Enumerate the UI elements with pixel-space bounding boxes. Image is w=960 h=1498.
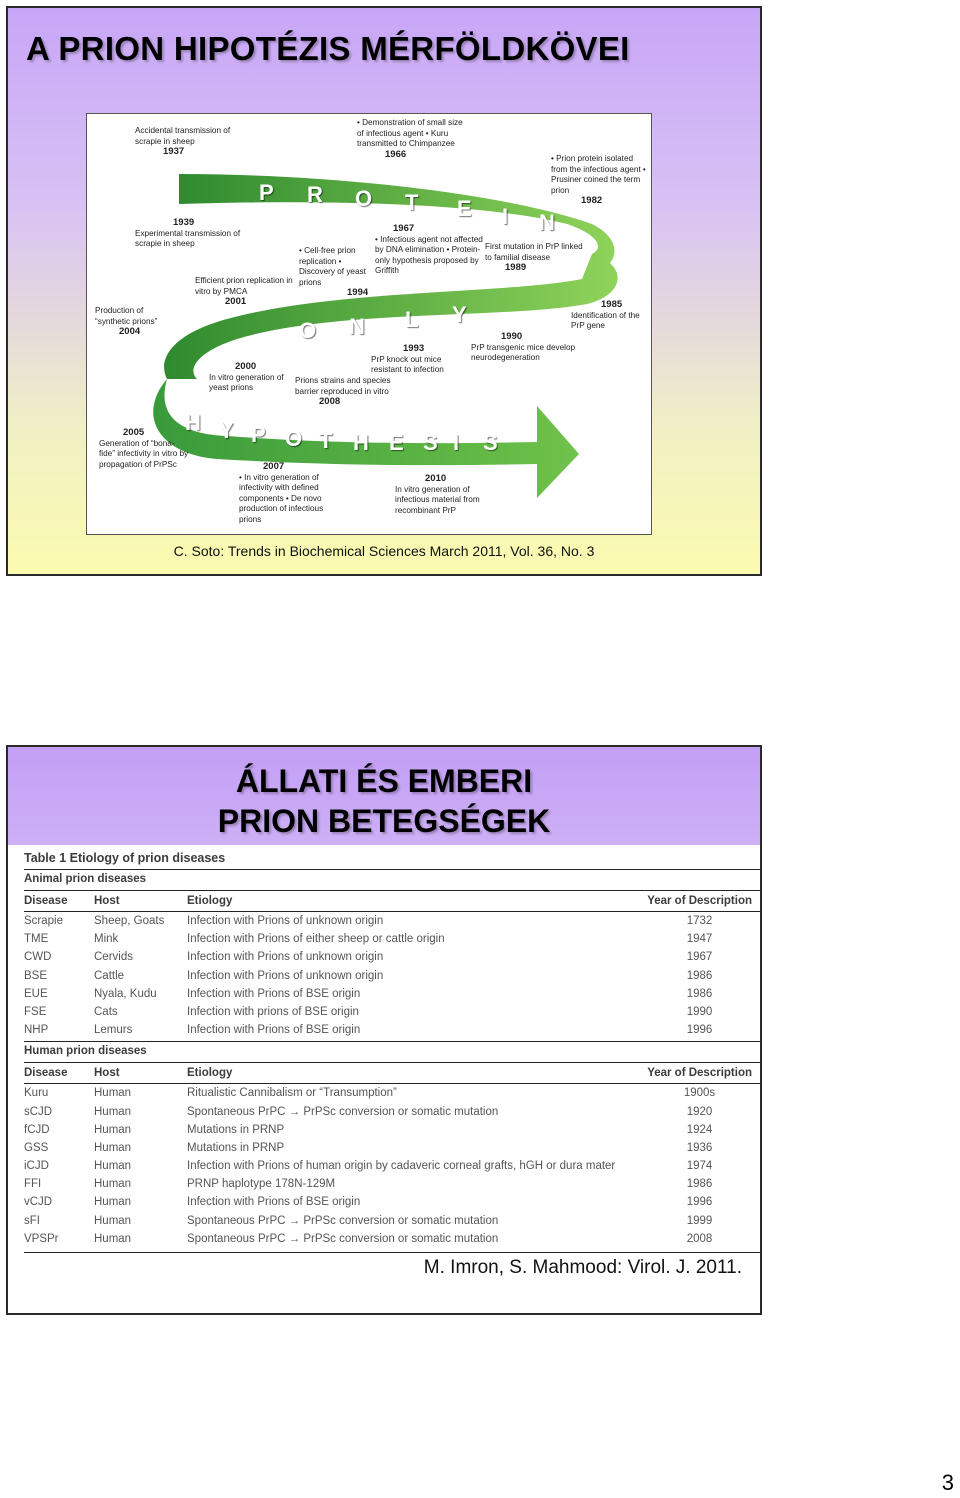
table-cell: Nyala, Kudu	[94, 987, 157, 1000]
table-cell: Human	[94, 1160, 132, 1173]
table-row	[24, 1021, 762, 1039]
table-cell: Spontaneous PrPC → PrPSc conversion or somatic mutation	[187, 1214, 499, 1227]
table-cell: Human	[94, 1178, 132, 1191]
table-cell: Human	[94, 1214, 132, 1227]
table-cell: Kuru	[24, 1087, 49, 1100]
table-cell: Cats	[94, 1005, 118, 1018]
band-letter: L	[405, 307, 419, 332]
table-cell: Mink	[94, 933, 119, 946]
table-cell: Infection with Prions of BSE origin	[187, 1196, 361, 1209]
table-cell: Infection with Prions of unknown origin	[187, 951, 384, 964]
table-row	[24, 912, 762, 930]
milestone-annotation: • Cell-free prion replication • Discovery of yeast prions 1994	[299, 246, 369, 299]
table-cell: Human	[94, 1123, 132, 1136]
slide-title: A PRION HIPOTÉZIS MÉRFÖLDKÖVEI	[26, 30, 630, 67]
slide-title: ÁLLATI ÉS EMBERI PRION BETEGSÉGEK	[217, 763, 551, 839]
table-cell: Mutations in PRNP	[187, 1141, 285, 1154]
section-label-human: Human prion diseases	[24, 1041, 762, 1060]
table-cell: FFI	[24, 1178, 42, 1191]
milestone-annotation: Production of “synthetic prions” 2004	[95, 306, 158, 338]
table-row	[24, 1103, 762, 1121]
table-cell: Cattle	[94, 969, 125, 982]
table-cell: VPSPr	[24, 1232, 59, 1245]
table-row	[24, 1212, 762, 1230]
table-cell: 1936	[686, 1141, 713, 1154]
milestone-annotation: 1993 PrP knock out mice resistant to infection	[371, 343, 444, 375]
table-cell: Scrapie	[24, 915, 63, 927]
table-cell: Spontaneous PrPC → PrPSc conversion or somatic mutation	[187, 1105, 499, 1118]
table-cell: Infection with Prions of BSE origin	[187, 1024, 361, 1037]
milestone-annotation: 2007 • In vitro generation of infectivity with defined components • De novo production of infectious prions	[239, 461, 324, 524]
slide-milestones	[6, 6, 762, 576]
milestone-annotation: Efficient prion replication in vitro by PMCA 2001	[195, 276, 293, 308]
band-letter: P	[259, 180, 274, 205]
band-letter: R	[307, 182, 323, 207]
table-cell: 1947	[686, 933, 713, 946]
milestone-annotation: • Demonstration of small size of infectious agent • Kuru transmitted to Chimpanzee 1966	[357, 118, 463, 160]
band-letter: O	[285, 426, 303, 451]
table-cell: Human	[94, 1232, 132, 1245]
slide-title-band	[8, 747, 760, 845]
table-cell: 1967	[686, 951, 713, 964]
table-cell: 1732	[686, 915, 713, 927]
band-letter: H	[185, 410, 201, 435]
band-letter: O	[355, 186, 373, 211]
band-letter: S	[423, 430, 438, 455]
table-cell: sFI	[24, 1214, 40, 1227]
table-cell: 1920	[686, 1105, 713, 1118]
section-label-animal: Animal prion diseases	[24, 869, 762, 888]
milestone-annotation: 2000 In vitro generation of yeast prions	[209, 361, 284, 393]
table-row	[24, 1084, 762, 1102]
table-cell: TME	[24, 933, 49, 946]
table-cell: sCJD	[24, 1105, 53, 1118]
milestone-annotation: 1939 Experimental transmission of scrapie in sheep	[135, 217, 241, 249]
table-cell: Infection with Prions of unknown origin	[187, 915, 384, 927]
band-letter: N	[539, 210, 555, 235]
table-cell: Infection with Prions of either sheep or cattle origin	[187, 933, 445, 946]
table-row	[24, 1175, 762, 1193]
band-letter: T	[405, 190, 419, 215]
milestone-annotation: 2005 Generation of “bona-fide” infectivity in vitro by propagation of PrPSc	[99, 427, 189, 469]
table-cell: 1986	[686, 987, 713, 1000]
milestone-annotation: Accidental transmission of scrapie in sheep 1937	[135, 126, 231, 158]
milestone-annotation: 2010 In vitro generation of infectious material from recombinant PrP	[395, 473, 480, 515]
table-row	[24, 1121, 762, 1139]
band-letter: E	[389, 430, 404, 455]
band-letter: N	[349, 314, 365, 339]
milestone-annotation: • Prion protein isolated from the infectious agent • Prusiner coined the term prion 1982	[551, 154, 646, 207]
table-cell: EUE	[24, 987, 48, 1000]
band-letter: H	[353, 430, 369, 455]
table-cell: Human	[94, 1105, 132, 1118]
table-cell: 1996	[686, 1196, 713, 1209]
milestone-annotation: Prions strains and species barrier reproduced in vitro 2008	[295, 376, 391, 408]
table-header: Disease Host Etiology Year of Description	[24, 890, 762, 912]
band-letter: T	[319, 428, 333, 453]
table-row	[24, 948, 762, 966]
table-cell: vCJD	[24, 1196, 53, 1209]
table-cell: GSS	[24, 1141, 49, 1154]
table-cell: 1924	[686, 1123, 713, 1136]
table-cell: Infection with Prions of human origin by cadaveric corneal grafts, hGH or dura mater	[187, 1160, 616, 1173]
table-cell: 1974	[686, 1160, 713, 1173]
page-number: 3	[941, 1470, 954, 1495]
table-cell: Spontaneous PrPC → PrPSc conversion or somatic mutation	[187, 1232, 499, 1245]
table-row	[24, 1230, 762, 1248]
table-row	[24, 930, 762, 948]
table-header: Disease Host Etiology Year of Description	[24, 1062, 762, 1084]
table-cell: Human	[94, 1196, 132, 1209]
table-cell: Human	[94, 1087, 132, 1100]
table-row	[24, 1157, 762, 1175]
milestone-annotation: First mutation in PrP linked to familial disease 1989	[485, 242, 583, 274]
figure-citation: C. Soto: Trends in Biochemical Sciences March 2011, Vol. 36, No. 3	[173, 543, 595, 559]
band-letter: I	[502, 204, 509, 229]
band-letter: E	[457, 196, 472, 221]
table-cell: fCJD	[24, 1123, 50, 1136]
table-row	[24, 1193, 762, 1211]
table-cell: Lemurs	[94, 1024, 133, 1037]
table-row	[24, 985, 762, 1003]
table-cell: Infection with Prions of unknown origin	[187, 969, 384, 982]
table-cell: BSE	[24, 969, 48, 982]
table-cell: NHP	[24, 1024, 49, 1037]
table-citation: M. Imron, S. Mahmood: Virol. J. 2011.	[423, 1257, 742, 1278]
table-cell: Infection with Prions of BSE origin	[187, 987, 361, 1000]
band-letter: S	[483, 430, 498, 455]
table-cell: 2008	[686, 1232, 713, 1245]
table-cell: 1990	[686, 1005, 713, 1018]
table-cell: iCJD	[24, 1160, 49, 1173]
slide-prion-diseases	[6, 745, 762, 1315]
table-cell: PRNP haplotype 178N-129M	[187, 1178, 336, 1191]
milestone-annotation: 1990 PrP transgenic mice develop neurodegeneration	[471, 331, 576, 363]
table-cell: 1900s	[683, 1087, 716, 1100]
band-letter: Y	[219, 418, 234, 443]
milestone-annotation: 1985 Identification of the PrP gene	[571, 299, 640, 331]
table-cell: CWD	[24, 951, 52, 964]
table-cell: 1999	[686, 1214, 713, 1227]
band-letter: O	[299, 318, 317, 343]
table-cell: FSE	[24, 1005, 47, 1018]
table-row	[24, 967, 762, 985]
table-cell: 1986	[686, 1178, 713, 1191]
band-letter: P	[251, 422, 266, 447]
milestone-annotation: 1967 • Infectious agent not affected by DNA elimination • Protein-only hypothesis proposed by Griffith	[375, 223, 483, 276]
table-cell: Cervids	[94, 951, 133, 964]
table-cell: 1986	[686, 969, 713, 982]
band-letter: I	[453, 430, 460, 455]
table-caption: Table 1 Etiology of prion diseases	[24, 851, 226, 865]
table-row	[24, 1003, 762, 1021]
etiology-table	[24, 847, 762, 1253]
table-cell: Mutations in PRNP	[187, 1123, 285, 1136]
band-letter: Y	[452, 302, 467, 327]
prion-timeline-figure	[86, 113, 652, 535]
table-cell: Infection with prions of BSE origin	[187, 1005, 359, 1018]
table-cell: Human	[94, 1141, 132, 1154]
table-cell: Ritualistic Cannibalism or “Transumption”	[187, 1087, 397, 1100]
table-row	[24, 1139, 762, 1157]
table-cell: 1996	[686, 1024, 713, 1037]
table-cell: Sheep, Goats	[94, 915, 165, 927]
